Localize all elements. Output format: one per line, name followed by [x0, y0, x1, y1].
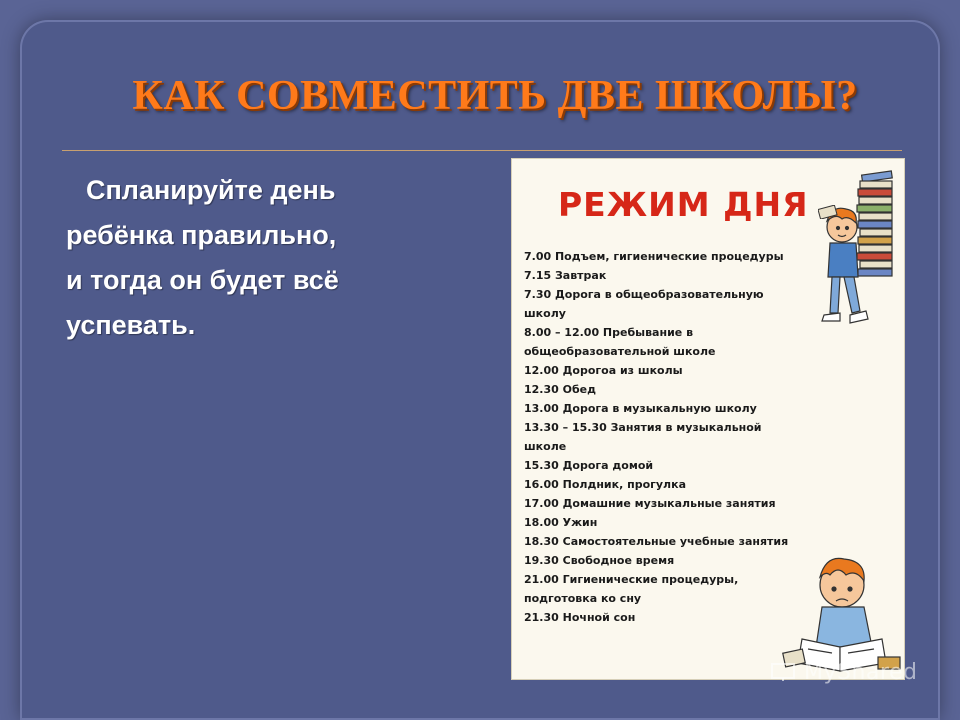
- schedule-line: 7.15 Завтрак: [524, 269, 607, 282]
- body-line: успевать.: [66, 310, 196, 340]
- daily-schedule-poster: [511, 158, 905, 680]
- watermark: [770, 660, 917, 685]
- small-book-icon: [818, 205, 838, 219]
- slide-title: КАК СОВМЕСТИТЬ ДВЕ ШКОЛЫ?: [132, 73, 858, 119]
- schedule-line: 7.00 Подъем, гигиенические процедуры: [524, 250, 784, 263]
- schedule-line: 21.30 Ночной сон: [524, 611, 636, 624]
- schedule-line: школе: [524, 440, 567, 453]
- schedule-line: 18.30 Самостоятельные учебные занятия: [524, 535, 789, 548]
- body-line: и тогда он будет всё: [66, 265, 339, 295]
- schedule-line: 18.00 Ужин: [524, 516, 598, 529]
- schedule-line: 8.00 – 12.00 Пребывание в: [524, 326, 694, 339]
- title-divider: [62, 150, 902, 151]
- poster-title: РЕЖИМ ДНЯ: [558, 185, 809, 224]
- schedule-line: 21.00 Гигиенические процедуры,: [524, 573, 739, 586]
- schedule-line: общеобразовательной школе: [524, 345, 716, 358]
- schedule-line: 17.00 Домашние музыкальные занятия: [524, 497, 776, 510]
- schedule-line: 12.30 Обед: [524, 383, 596, 396]
- schedule-line: 16.00 Полдник, прогулка: [524, 478, 687, 491]
- schedule-line: 13.00 Дорога в музыкальную школу: [524, 402, 757, 415]
- schedule-line: подготовка ко сну: [524, 592, 642, 605]
- schedule-line: 7.30 Дорога в общеобразовательную: [524, 288, 764, 301]
- schedule-line: школу: [524, 307, 566, 320]
- schedule-line: 13.30 – 15.30 Занятия в музыкальной: [524, 421, 762, 434]
- schedule-line: 15.30 Дорога домой: [524, 459, 654, 472]
- presentation-icon: [770, 660, 798, 682]
- watermark-text: MyShared: [804, 660, 918, 685]
- slide-body-text: [66, 168, 466, 348]
- schedule-line: 19.30 Свободное время: [524, 554, 675, 567]
- body-line: ребёнка правильно,: [66, 220, 337, 250]
- body-line: Спланируйте день: [86, 175, 336, 205]
- boy-with-books-illustration: [812, 165, 904, 335]
- schedule-list: [524, 247, 804, 627]
- schedule-line: 12.00 Дорогоа из школы: [524, 364, 683, 377]
